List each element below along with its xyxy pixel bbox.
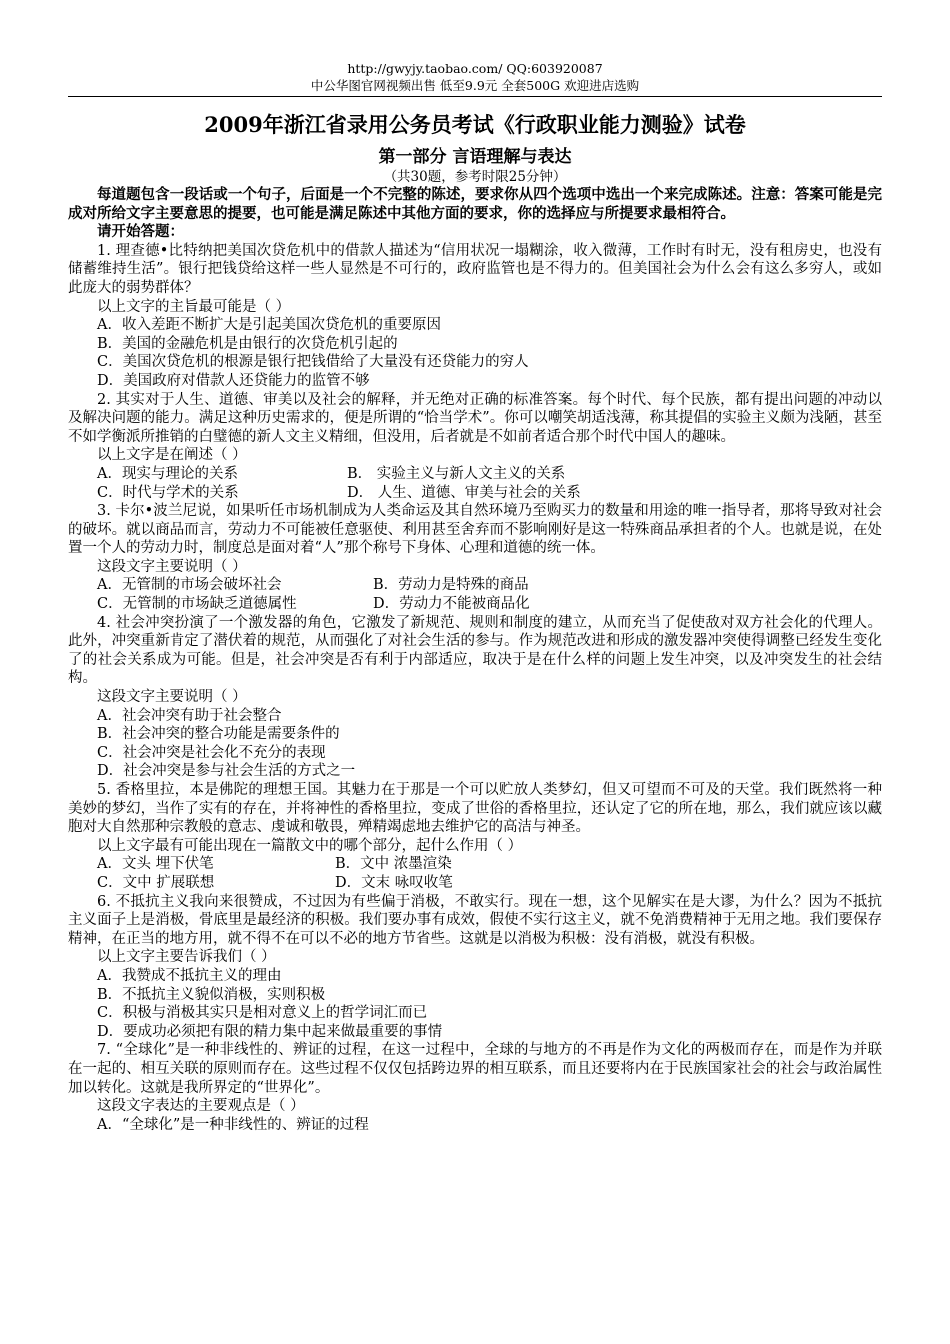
option-c: C．积极与消极其实只是相对意义上的哲学词汇而已 [97, 1005, 428, 1022]
question-text: 3. 卡尔•波兰尼说，如果听任市场机制成为人类命运及其自然环境乃至购买力的数量和用途的唯一指导者，那将导致对社会的破坏。就以商品而言，劳动力不可能被任意驱使、利用甚至舍弃而不影响刚好是这一特殊商品承担者的个人。也就是说，在处置一个人的劳动力时，制度总是面对着“人”那个称号下身体、心理和道德的统一体。 [68, 503, 882, 557]
question-5 [68, 781, 882, 893]
question-stem: 以上文字最有可能出现在一篇散文中的哪个部分，起什么作用（ ） [97, 837, 523, 854]
exam-body [68, 186, 882, 1134]
instructions: 每道题包含一段话或一个句子，后面是一个不完整的陈述，要求你从四个选项中选出一个来完成陈述。注意：答案可能是完成对所给文字主要意思的提要，也可能是满足陈述中其他方面的要求，你的选择应与所提要求最相符合。 [68, 186, 882, 222]
question-text: 1. 理查德•比特纳把美国次贷危机中的借款人描述为“信用状况一塌糊涂，收入微薄，工作时有时无，没有租房史，也没有储蓄维持生活”。银行把钱贷给这样一些人显然是不可行的，政府监管也是不得力的。但美国社会为什么会有这么多穷人，或如此庞大的弱势群体？ [68, 242, 882, 296]
option-row [68, 484, 882, 503]
option-a: A．“全球化”是一种非线性的、辨证的过程 [97, 1116, 369, 1133]
question-1 [68, 242, 882, 391]
option-c: C．时代与学术的关系 [97, 484, 239, 501]
question-7 [68, 1041, 882, 1134]
exam-title: 2009年浙江省录用公务员考试《行政职业能力测验》试卷 [204, 112, 746, 137]
header-ad-line: 中公华图官网视频出售 低至9.9元 全套500G 欢迎进店选购 [310, 78, 640, 93]
start-label: 请开始答题： [97, 223, 184, 241]
option-a: A．无管制的市场会破坏社会 [97, 577, 282, 594]
option-a: A．收入差距不断扩大是引起美国次贷危机的重要原因 [97, 317, 441, 334]
option-c: C．美国次贷危机的根源是银行把钱借给了大量没有还贷能力的穷人 [97, 354, 529, 371]
time-limit: （共30题，参考时限25分钟） [383, 169, 567, 185]
question-text: 6. 不抵抗主义我向来很赞成，不过因为有些偏于消极，不敢实行。现在一想，这个见解实在是大谬，为什么？因为不抵抗主义面子上是消极，骨底里是最经济的积极。我们要办事有成效，假使不实行这主义，就不免消费精神于无用之地。我们要保存精神，在正当的地方用，就不得不在可以不必的地方节省些。这就是以消极为积极：没有消极，就没有积极。 [68, 893, 882, 947]
option-d: D．要成功必须把有限的精力集中起来做最重要的事情 [97, 1023, 443, 1040]
option-d: D．劳动力不能被商品化 [373, 596, 530, 613]
option-d: D．文末 咏叹收笔 [335, 874, 453, 891]
option-row [68, 465, 882, 484]
question-stem: 以上文字的主旨最可能是（ ） [97, 298, 291, 315]
question-6 [68, 893, 882, 1042]
option-b: B．不抵抗主义貌似消极，实则积极 [97, 986, 326, 1003]
question-stem: 以上文字是在阐述（ ） [97, 447, 247, 464]
question-text: 4. 社会冲突扮演了一个激发器的角色，它激发了新规范、规则和制度的建立，从而充当了促使敌对双方社会化的代理人。此外，冲突重新肯定了潜伏着的规范，从而强化了对社会生活的参与。作为规范改进和形成的激发器冲突使得调整已经发生变化了的社会关系成为可能。但是，社会冲突是否有利于内部适应，取决于是在什么样的问题上发生冲突，以及冲突发生的社会结构。 [68, 614, 882, 687]
option-row [68, 576, 882, 595]
question-2 [68, 391, 882, 503]
question-stem: 这段文字主要说明（ ） [97, 558, 247, 575]
question-stem: 这段文字表达的主要观点是（ ） [97, 1098, 305, 1115]
option-b: B．劳动力是特殊的商品 [373, 577, 529, 594]
option-a: A．现实与理论的关系 [97, 465, 238, 482]
option-b: B． 实验主义与新人文主义的关系 [347, 465, 566, 482]
option-c: C．文中 扩展联想 [97, 874, 215, 891]
question-text: 2. 其实对于人生、道德、审美以及社会的解释，并无绝对正确的标准答案。每个时代、每个民族，都有提出问题的冲动以及解决问题的能力。满足这种历史需求的，便是所谓的“恰当学术”。你可以嘲笑胡适浅薄，称其提倡的实验主义颇为浅陋，甚至不如学衡派所推销的白璧德的新人文主义精细，但没用，后者就是不如前者适合那个时代中国人的趣味。 [68, 391, 882, 445]
option-d: D． 人生、道德、审美与社会的关系 [347, 484, 581, 501]
question-stem: 以上文字主要告诉我们（ ） [97, 949, 276, 966]
question-4 [68, 614, 882, 781]
header-url-line: http://gwyjy.taobao.com/ QQ:603920087 [347, 61, 603, 76]
document-page [68, 60, 882, 1134]
question-text: 7. “全球化”是一种非线性的、辨证的过程，在这一过程中，全球的与地方的不再是作为文化的两极而存在，而是作为并联在一起的、相互关联的原则而存在。这些过程不仅仅包括跨边界的相互联系，而且还要将内在于民族国家社会的社会与政治属性加以转化。这就是我所界定的“世界化”。 [68, 1042, 882, 1096]
page-header [68, 60, 882, 94]
option-a: A．我赞成不抵抗主义的理由 [97, 967, 282, 984]
option-c: C．社会冲突是社会化不充分的表现 [97, 744, 326, 761]
question-3 [68, 502, 882, 614]
option-b: B．社会冲突的整合功能是需要条件的 [97, 726, 340, 743]
option-d: D．美国政府对借款人还贷能力的监管不够 [97, 372, 370, 389]
option-b: B．文中 浓墨渲染 [335, 856, 452, 873]
option-b: B．美国的金融危机是由银行的次贷危机引起的 [97, 335, 398, 352]
option-c: C．无管制的市场缺乏道德属性 [97, 596, 297, 613]
option-row [68, 855, 882, 874]
part-title: 第一部分 言语理解与表达 [378, 147, 572, 167]
option-row [68, 595, 882, 614]
option-a: A．社会冲突有助于社会整合 [97, 707, 282, 724]
option-row [68, 874, 882, 893]
option-a: A．文头 埋下伏笔 [97, 856, 214, 873]
question-stem: 这段文字主要说明（ ） [97, 689, 247, 706]
question-text: 5. 香格里拉，本是佛陀的理想王国。其魅力在于那是一个可以贮放人类梦幻，但又可望而不可及的天堂。我们既然将一种美妙的梦幻，当作了实有的存在，并将神性的香格里拉，变成了世俗的香格里拉，还认定了它的所在地，那么，我们就应该以藏胞对大自然那种宗教般的意志、虔诚和敬畏，殚精竭虑地去维护它的高洁与神圣。 [68, 782, 882, 836]
option-d: D．社会冲突是参与社会生活的方式之一 [97, 763, 356, 780]
header-rule [68, 96, 882, 97]
